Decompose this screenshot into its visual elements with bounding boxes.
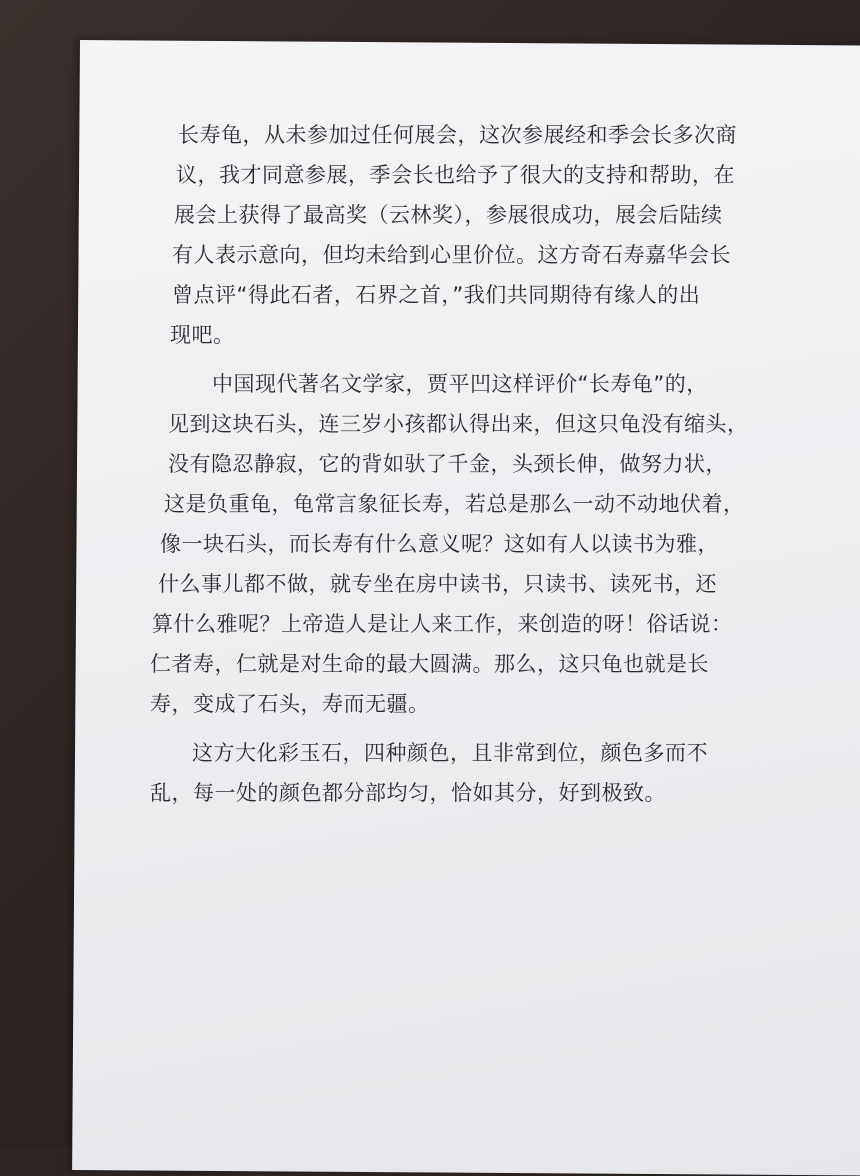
text-line: 曾点评“得此石者，石界之首，”我们共同期待有缘人的出 [172, 283, 701, 307]
text-line: 像一块石头，而长寿有什么意义呢？这如有人以读书为雅， [160, 532, 719, 556]
text-line: 中国现代著名文学家，贾平凹这样评价“长寿龟”的， [212, 372, 708, 396]
text-line: 没有隐忍静寂，它的背如驮了千金，头颈长伸，做努力状， [168, 452, 727, 476]
text-line: 这是负重龟，龟常言象征长寿，若总是那么一动不动地伏着， [164, 492, 745, 516]
text-line: 见到这块石头，连三岁小孩都认得出来，但这只龟没有缩头， [168, 412, 749, 436]
text-line: 寿，变成了石头，寿而无疆。 [150, 692, 430, 716]
text-line: 议，我才同意参展，季会长也给予了很大的支持和帮助，在 [176, 163, 735, 187]
text-line: 什么事儿都不做，就专坐在房中读书，只读书、读死书，还 [158, 572, 717, 596]
text-line: 长寿龟，从未参加过任何展会，这次参展经和季会长多次商 [178, 123, 737, 147]
text-line: 有人表示意向，但均未给到心里价位。这方奇石寿嘉华会长 [172, 243, 731, 267]
text-line: 仁者寿，仁就是对生命的最大圆满。那么，这只龟也就是长 [150, 652, 709, 676]
document-text [150, 115, 772, 813]
text-line: 这方大化彩玉石，四种颜色，且非常到位，颜色多而不 [192, 741, 708, 765]
text-line: 现吧。 [170, 323, 235, 347]
text-line: 乱，每一处的颜色都分部均匀，恰如其分，好到极致。 [150, 781, 666, 805]
text-line: 算什么雅呢？上帝造人是让人来工作，来创造的呀！俗话说： [152, 612, 733, 636]
text-line: 展会上获得了最高奖（云林奖），参展很成功，展会后陆续 [174, 203, 723, 227]
